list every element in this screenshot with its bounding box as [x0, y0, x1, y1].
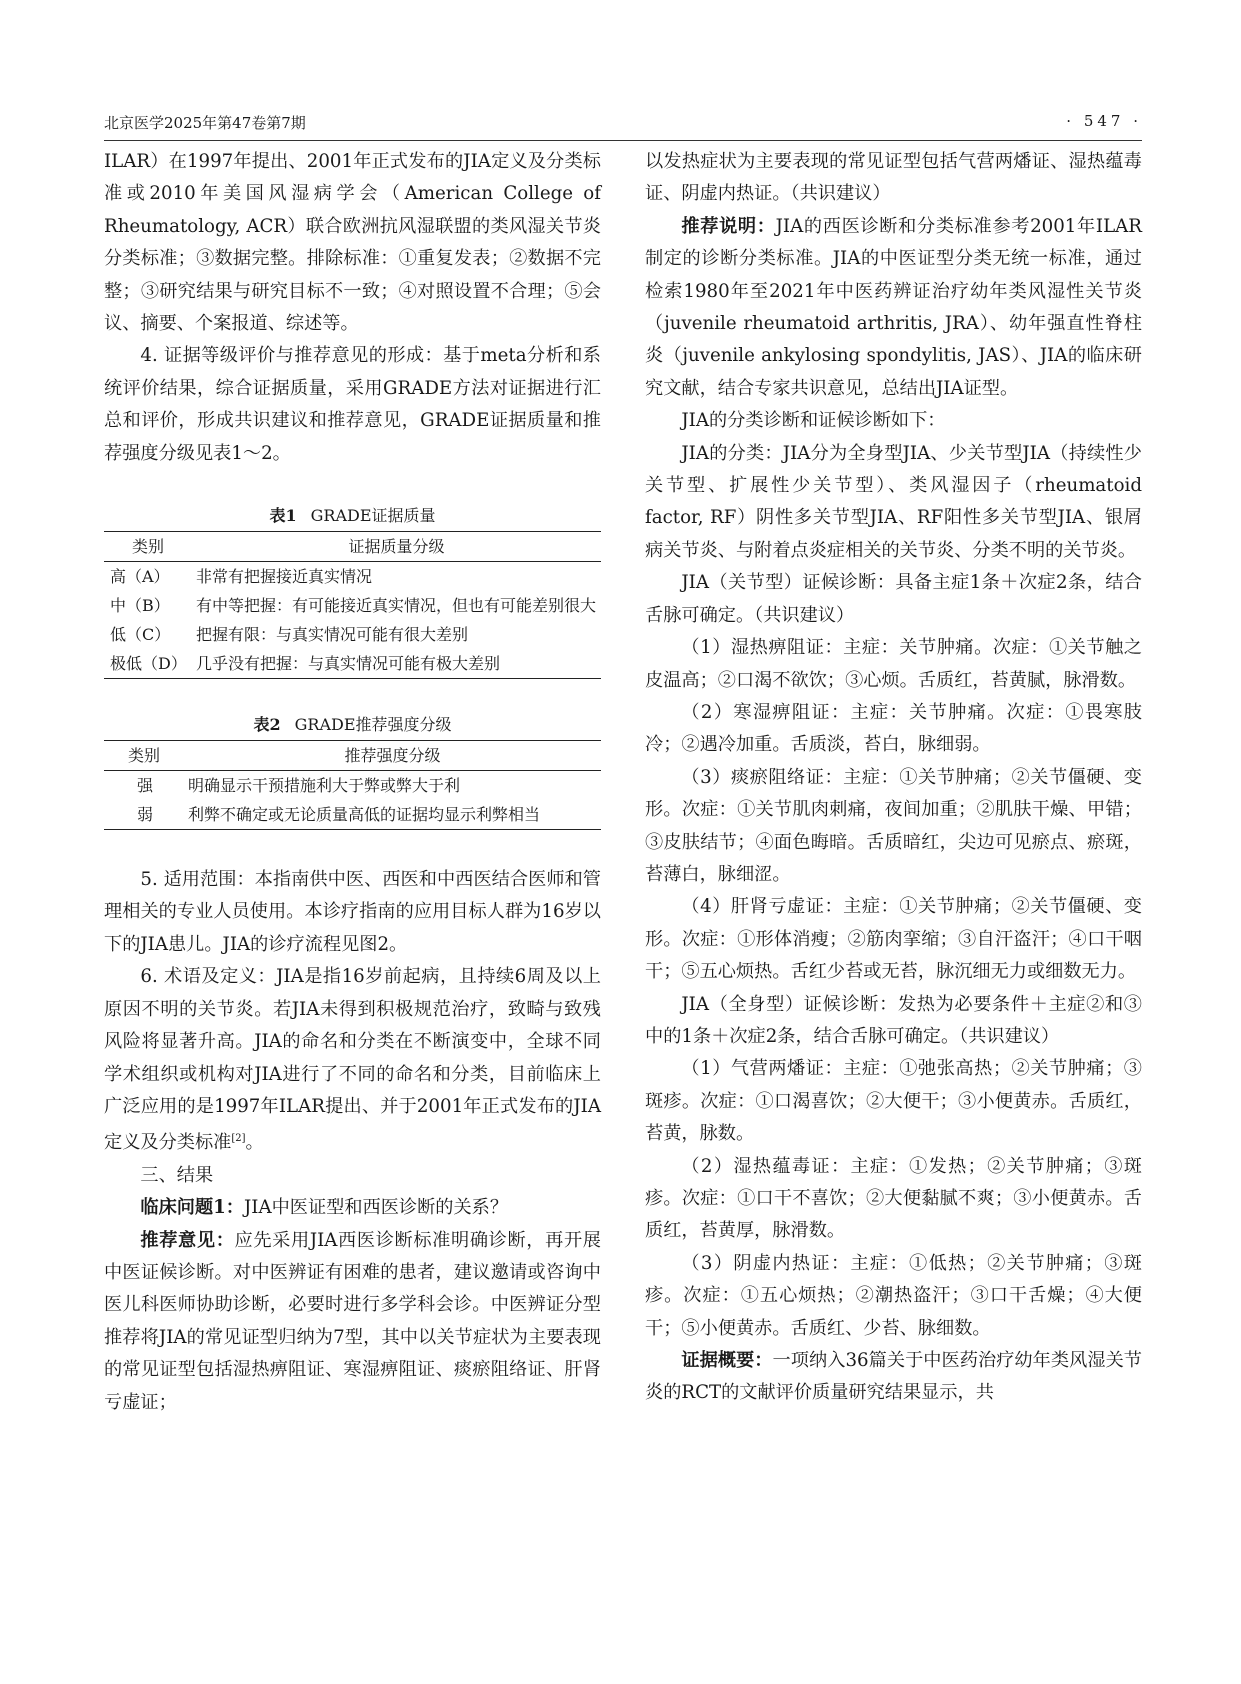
table2-header-row — [104, 741, 601, 771]
recommendation-text: 应先采用JIA西医诊断标准明确诊断，再开展中医证候诊断。对中医辨证有困难的患者，建议邀请或咨询中医儿科医师协助诊断，必要时进行多学科会诊。中医辨证分型推荐将JIA的常见证型归纳为7型，其中以关节症状为主要表现的常见证型包括湿热痹阻证、寒湿痹阻证、痰瘀阻络证、肝肾亏虚证； — [104, 1229, 601, 1413]
table-cell: 弱 — [136, 805, 153, 825]
paragraph-clinical-question-1 — [104, 1192, 601, 1224]
table-row — [104, 649, 601, 679]
recommendation-label: 推荐意见： — [140, 1229, 235, 1251]
paragraph-recommendation — [104, 1225, 601, 1419]
paragraph-recommendation-note — [645, 211, 1142, 405]
table-row — [104, 620, 601, 649]
table1-caption — [104, 504, 601, 531]
table2-header-category: 类别 — [127, 746, 160, 766]
table-cell: 几乎没有把握：与真实情况可能有极大差别 — [196, 654, 501, 674]
table-cell: 把握有限：与真实情况可能有很大差别 — [196, 625, 469, 645]
table1-header-row — [104, 532, 601, 562]
paragraph-inclusion-criteria: ILAR）在1997年提出、2001年正式发布的JIA定义及分类标准或2010年美国风湿病学会（American College of Rheumatology, ACR）联合欧洲抗风湿联盟的类风湿关节炎分类标准；③数据完整。排除标准：①重复发表；②数据不完整；③研究结果与研究目标不一致；④对照设置不合理；⑤会议、摘要、个案报道、综述等。 — [104, 151, 601, 335]
paragraph-evidence-summary — [645, 1345, 1142, 1410]
table-cell: 明确显示干预措施利大于弊或弊大于利 — [188, 776, 461, 796]
table1-header-level: 证据质量分级 — [348, 537, 445, 557]
paragraph-systemic-3: （3）阴虚内热证：主症：①低热；②关节肿痛；③斑疹。次症：①五心烦热；②潮热盗汗；③口干舌燥；④大便干；⑤小便黄赤。舌质红、少苔、脉细数。 — [645, 1252, 1142, 1339]
table-grade-recommendation-strength — [104, 713, 601, 830]
table-row — [104, 771, 601, 801]
paragraph-systemic-diagnosis: JIA（全身型）证候诊断：发热为必要条件＋主症②和③中的1条＋次症2条，结合舌脉可确定。（共识建议） — [645, 993, 1142, 1047]
journal-title: 北京医学2025年第47卷第7期 — [104, 114, 306, 132]
table-cell: 利弊不确定或无论质量高低的证据均显示利弊相当 — [188, 805, 541, 825]
running-header — [104, 108, 1142, 141]
paragraph-definition — [104, 961, 601, 1160]
table2-number: 表2 — [253, 715, 281, 735]
table-cell: 低（C） — [110, 625, 171, 645]
table2-title: GRADE推荐强度分级 — [294, 715, 452, 735]
definition-end: 。 — [245, 1132, 264, 1154]
left-column — [104, 146, 601, 1419]
paragraph-systemic-2: （2）湿热蕴毒证：主症：①发热；②关节肿痛；③斑疹。次症：①口干不喜饮；②大便黏腻不爽；③小便黄赤。舌质红，苔黄厚，脉滑数。 — [645, 1155, 1142, 1242]
paragraph-syndrome-3: （3）痰瘀阻络证：主症：①关节肿痛；②关节僵硬、变形。次症：①关节肌肉刺痛，夜间加重；②肌肤干燥、甲错；③皮肤结节；④面色晦暗。舌质暗红，尖边可见瘀点、瘀斑，苔薄白，脉细涩。 — [645, 766, 1142, 885]
paragraph-diagnosis-intro: JIA的分类诊断和证候诊断如下： — [681, 410, 946, 432]
table-cell: 非常有把握接近真实情况 — [196, 567, 373, 587]
paragraph-syndrome-2: （2）寒湿痹阻证：主症：关节肿痛。次症：①畏寒肢冷；②遇冷加重。舌质淡，苔白，脉细弱。 — [645, 701, 1142, 756]
table-cell: 中（B） — [110, 596, 170, 616]
evidence-summary-text: 一项纳入36篇关于中医药治疗幼年类风湿关节炎的RCT的文献评价质量研究结果显示，共 — [645, 1350, 1142, 1404]
clinical-question-text: JIA中医证型和西医诊断的关系？ — [243, 1197, 509, 1219]
recommendation-note-text: JIA的西医诊断和分类标准参考2001年ILAR制定的诊断分类标准。JIA的中医证型分类无统一标准，通过检索1980年至2021年中医药辨证治疗幼年类风湿性关节炎（juvenile rheumatoid arthritis, JRA）、幼年强直性脊柱炎（juvenile ankylosing spondylitis, JAS）、JIA的临床研究文献，结合专家共识意见，总结出JIA证型。 — [645, 215, 1142, 399]
section-heading-results: 三、结果 — [140, 1164, 214, 1186]
evidence-summary-label: 证据概要： — [681, 1350, 773, 1372]
citation-ref: [2] — [231, 1133, 246, 1145]
recommendation-note-label: 推荐说明： — [681, 215, 776, 237]
paragraph-evidence-grading: 4. 证据等级评价与推荐意见的形成：基于meta分析和系统评价结果，综合证据质量，采用GRADE方法对证据进行汇总和评价，形成共识建议和推荐意见，GRADE证据质量和推荐强度分级见表1～2。 — [104, 345, 601, 464]
table-cell: 极低（D） — [110, 654, 187, 674]
right-column — [645, 146, 1142, 1410]
table1-number: 表1 — [269, 506, 297, 526]
table1-title: GRADE证据质量 — [310, 506, 436, 526]
definition-text: 6. 术语及定义：JIA是指16岁前起病，且持续6周及以上原因不明的关节炎。若JIA未得到积极规范治疗，致畸与致残风险将显著升高。JIA的命名和分类在不断演变中，全球不同学术组织或机构对JIA进行了不同的命名和分类，目前临床上广泛应用的是1997年ILAR提出、并于2001年正式发布的JIA定义及分类标准 — [104, 966, 601, 1154]
clinical-question-label: 临床问题1： — [140, 1197, 244, 1219]
table-row — [104, 591, 601, 620]
page-number: · 547 · — [1066, 112, 1142, 130]
paragraph-articular-diagnosis: JIA（关节型）证候诊断：具备主症1条＋次症2条，结合舌脉可确定。（共识建议） — [645, 572, 1142, 626]
paragraph-jia-classification: JIA的分类：JIA分为全身型JIA、少关节型JIA（持续性少关节型、扩展性少关节型）、类风湿因子（rheumatoid factor, RF）阴性多关节型JIA、RF阳性多关节型JIA、银屑病关节炎、与附着点炎症相关的关节炎、分类不明的关节炎。 — [645, 442, 1142, 561]
table2-caption — [104, 713, 601, 740]
table1-header-category: 类别 — [131, 537, 164, 557]
table-grade-evidence-quality — [104, 504, 601, 679]
paragraph-syndrome-1: （1）湿热痹阻证：主症：关节肿痛。次症：①关节触之皮温高；②口渴不欲饮；③心烦。舌质红，苔黄腻，脉滑数。 — [645, 637, 1142, 691]
table-row — [104, 562, 601, 592]
paragraph-syndrome-4: （4）肝肾亏虚证：主症：①关节肿痛；②关节僵硬、变形。次症：①形体消瘦；②筋肉挛缩；③自汗盗汗；④口干咽干；⑤五心烦热。舌红少苔或无苔，脉沉细无力或细数无力。 — [645, 896, 1142, 983]
table-cell: 有中等把握：有可能接近真实情况，但也有可能差别很大 — [196, 596, 597, 616]
paragraph-fever-syndromes: 以发热症状为主要表现的常见证型包括气营两燔证、湿热蕴毒证、阴虚内热证。（共识建议） — [645, 151, 1142, 205]
table-row — [104, 800, 601, 830]
table-cell: 强 — [136, 776, 153, 796]
paragraph-systemic-1: （1）气营两燔证：主症：①弛张高热；②关节肿痛；③斑疹。次症：①口渴喜饮；②大便干；③小便黄赤。舌质红，苔黄，脉数。 — [645, 1058, 1142, 1145]
table-cell: 高（A） — [110, 567, 170, 587]
table2-header-level: 推荐强度分级 — [344, 746, 441, 766]
paragraph-scope: 5. 适用范围：本指南供中医、西医和中西医结合医师和管理相关的专业人员使用。本诊疗指南的应用目标人群为16岁以下的JIA患儿。JIA的诊疗流程见图2。 — [104, 869, 601, 955]
